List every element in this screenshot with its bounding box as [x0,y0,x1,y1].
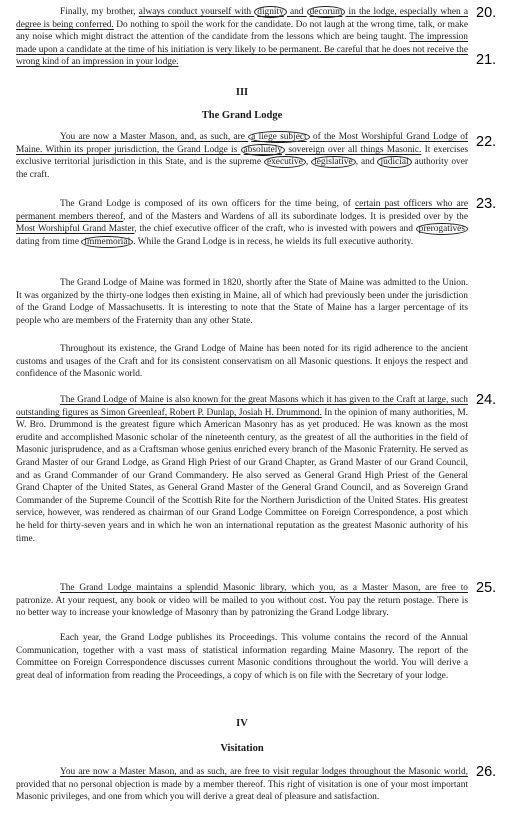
text: You are now a Master Mason, and, as such, are [60,132,249,142]
text: , [305,157,312,168]
margin-number: 23. [476,196,497,212]
paragraph-composition [16,198,468,248]
underlined-text [16,131,468,156]
text: provided that no personal objection is made by a member thereof. This right of visitation is one of your most important Masonic privileges, and one from which you will derive a great deal of pleasure and satisfaction. [16,779,468,803]
text: Do nothing to spoil the work for the candidate. Do not laugh at the wrong time, talk, or make any noise which might distract the attention of the candidate from the lessons which are being taught. [16,19,468,43]
text: The Grand Lodge is composed of its own officers for the time being, of [60,199,355,209]
margin-number: 20. [476,5,497,21]
circled-word: prerogatives [416,223,468,235]
section-title: Visitation [220,743,264,754]
paragraph-great-masons [16,394,468,545]
circled-word: judicial [377,156,411,168]
text: , and of the Masters and Wardens of all its subordinate lodges. It is presided over by the [123,211,468,222]
paragraph-history: The Grand Lodge of Maine was formed in 1820, shortly after the State of Maine was admitted to the Union. It was organized by the thirty-one lodges then existing in Maine, all of which had previously been under the jurisdiction of the Grand Lodge of Massachusetts. It is interesting to note that the State of Maine has a larger percentage of its people who are members of the Fraternity than any other State. [16,278,468,326]
circled-word: absolutely [241,144,286,156]
text: authority over the craft. [16,157,468,180]
text: sovereign over all things Masonic. [285,144,422,155]
paragraph-visitation [16,766,468,804]
underlined-text: certain past officers who are permanent members thereof [16,199,468,222]
underlined-text: The Grand Lodge maintains a splendid Masonic library, which you, as a Master Mason, are free to [60,583,468,593]
text: , the chief executive officer of the craft, who is invested with powers and [134,224,416,235]
margin-number: 26. [476,764,497,780]
text: in the lodge, especially when a degree is being conferred. [16,7,468,30]
underlined-text: The impression made upon a candidate at the time of his initiation is very likely to be permanent. Be careful that he does not receive the wrong kind of an impression in your lodge. [16,32,468,68]
section-title: The Grand Lodge [201,110,283,121]
text: It exercises exclusive territorial jurisdiction in this State, and is the supreme [16,144,468,168]
text: . While the Grand Lodge is in recess, he wields its full executive authority. [133,236,414,247]
text: In the opinion of many authorities, M. W. Bro. Drummond is the greatest figure which American Masonry has as yet produced. He was known as the most erudite and accomplished Masonic scholar of the nineteenth century, as the greatest of all the authorities in the field of Masonic jurisprudence, and as a Craftsman whose genius enriched every branch of the Masonic Fraternity. He served as Grand Master of our Grand Lodge, as Grand High Priest of our Grand Chapter, as Grand Master of our Grand Council, and as Grand Commander of our Grand Commandery. He also served as General Grand High Priest of the General Grand Chapter of the United States, as General Grand Master of the General Grand Council, and as Sovereign Grand Commander of the Supreme Council of the Scottish Rite for the Northern Jurisdiction of the United States. His greatest service, however, was rendered as chairman of our Grand Lodge Committee on Foreign Correspondence, a post which he held for thirty-seven years and in which he won an international reputation as the greatest Masonic authority of his time. [16,407,468,544]
text: dating from time [16,236,82,247]
text: Finally, my brother, [60,7,139,17]
circled-word: dignity [254,6,287,18]
text: patronize. At your request, any book or video will be mailed to you without cost. You pay the return postage. There is no better way to increase your knowledge of Masonry than by patronizing the Grand Lodge library. [16,595,468,619]
margin-number: 21. [476,52,497,68]
underlined-text: The Grand Lodge of Maine is also known for the great Masons which it has given to the Craft at large, such outstanding figures as Simon Greenleaf, Robert P. Dunlap, Josiah H. Drummond. [16,395,468,418]
paragraph-library [16,582,468,620]
text: , and [355,157,378,168]
paragraph-customs: Throughout its existence, the Grand Lodge of Maine has been noted for its rigid adherence to the ancient customs and usages of the Craft and for its consistent conservatism on all Masonic questions. It enjoys the respect and confidence of the Masonic world. [16,344,468,380]
text: always conduct yourself with [138,7,255,17]
margin-number: 22. [476,134,497,150]
circled-word: decorum [307,6,346,18]
paragraph-proceedings: Each year, the Grand Lodge publishes its Proceedings. This volume contains the record of the Annual Communication, together with a vast mass of statistical information regarding Maine Masonry. The report of the Committee on Foreign Correspondence discusses current Masonic conditions throughout the world. You will derive a great deal of information from reading the Proceedings, a copy of which is on file with the Secretary of your lodge. [16,633,468,681]
circled-word: immemorial [81,236,133,248]
text: and [286,7,307,17]
text: of the Most Worshipful Grand Lodge of Maine. Within its proper jurisdiction, the Grand Lodge is [16,132,468,155]
circled-word: a liege subject [248,131,309,143]
underlined-text: Most Worshipful Grand Master [16,224,135,235]
circled-word: executive [264,156,306,168]
underlined-text: You are now a Master Mason, and as such, are free to visit regular lodges throughout the Masonic world, [60,767,468,777]
margin-number: 24. [476,392,497,408]
paragraph-liege-subject [16,131,468,181]
section-numeral: III [235,87,249,98]
paragraph-conduct [16,6,468,69]
section-numeral: IV [236,718,248,729]
circled-word: legislative [311,156,356,168]
margin-number: 25. [476,580,497,596]
